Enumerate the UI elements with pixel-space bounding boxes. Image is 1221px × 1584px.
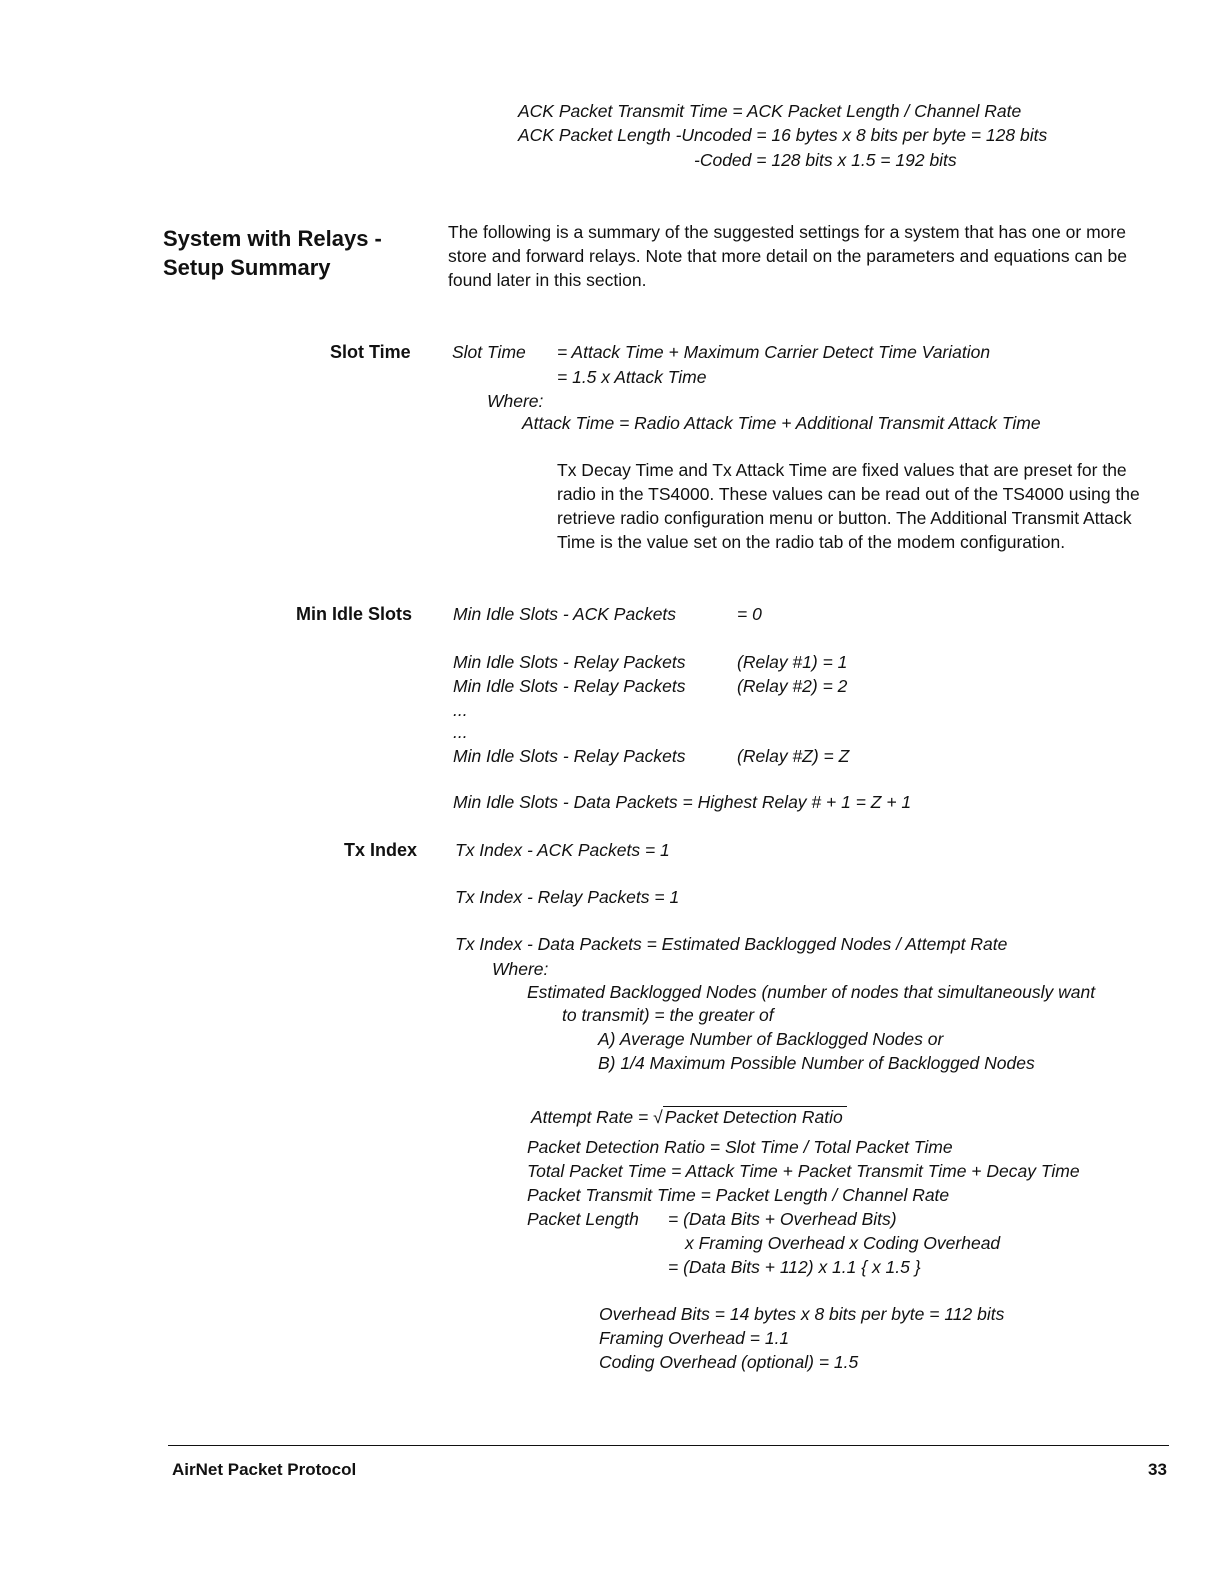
backlogged-option-a: A) Average Number of Backlogged Nodes or (598, 1029, 944, 1049)
section-heading-line2: Setup Summary (163, 255, 331, 280)
section-heading-line1: System with Relays - (163, 226, 382, 251)
packet-length-rhs: = (Data Bits + Overhead Bits) (668, 1209, 897, 1229)
section-intro: The following is a summary of the suggested settings for a system that has one or more store and forward relays. Note that more detail on the parameters and equations can be found later in this section. (448, 222, 1128, 290)
packet-detection-ratio-eq: Packet Detection Ratio = Slot Time / Total Packet Time (527, 1137, 953, 1157)
ack-length-coded-eq: -Coded = 128 bits x 1.5 = 192 bits (694, 150, 957, 170)
slot-time-eq-line2: = 1.5 x Attack Time (557, 367, 707, 387)
framing-overhead-eq: Framing Overhead = 1.1 (599, 1328, 790, 1348)
attempt-rate-lhs: Attempt Rate = (531, 1107, 654, 1127)
tx-index-label: Tx Index (344, 840, 418, 860)
tx-index-ack-eq: Tx Index - ACK Packets = 1 (455, 840, 670, 860)
slot-time-where: Where: (487, 391, 544, 411)
tx-index-where: Where: (492, 959, 549, 979)
total-packet-time-eq: Total Packet Time = Attack Time + Packet Transmit Time + Decay Time (527, 1161, 1080, 1181)
slot-time-eq-lhs: Slot Time (452, 342, 526, 362)
tx-index-relay-eq: Tx Index - Relay Packets = 1 (455, 887, 680, 907)
min-idle-ack-lhs: Min Idle Slots - ACK Packets (453, 604, 677, 624)
slot-time-eq-rhs: = Attack Time + Maximum Carrier Detect Time Variation (557, 342, 991, 362)
backlogged-option-b: B) 1/4 Maximum Possible Number of Backlogged Nodes (598, 1053, 1035, 1073)
square-root-icon: √ (653, 1107, 663, 1127)
slot-time-label: Slot Time (330, 342, 411, 362)
ack-length-uncoded-eq: ACK Packet Length -Uncoded = 16 bytes x 8 bits per byte = 128 bits (518, 125, 1048, 145)
packet-transmit-time-eq: Packet Transmit Time = Packet Length / Channel Rate (527, 1185, 950, 1205)
min-idle-slots-label: Min Idle Slots (296, 604, 413, 624)
min-idle-ellipsis-2: ... (453, 722, 468, 742)
overhead-bits-eq: Overhead Bits = 14 bytes x 8 bits per byte = 112 bits (599, 1304, 1005, 1324)
min-idle-ellipsis-1: ... (453, 700, 468, 720)
attempt-rate-eq (531, 1105, 847, 1129)
packet-length-line2: x Framing Overhead x Coding Overhead (685, 1233, 1001, 1253)
min-idle-relayz-rhs: (Relay #Z) = Z (737, 746, 850, 766)
min-idle-relayz-lhs: Min Idle Slots - Relay Packets (453, 746, 686, 766)
packet-length-line3: = (Data Bits + 112) x 1.1 { x 1.5 } (668, 1257, 921, 1277)
footer-title: AirNet Packet Protocol (172, 1460, 357, 1479)
backlogged-def-line1: Estimated Backlogged Nodes (number of nodes that simultaneously want (527, 982, 1096, 1002)
packet-length-lhs: Packet Length (527, 1209, 639, 1229)
page-number: 33 (1148, 1460, 1167, 1479)
section-heading (163, 224, 382, 282)
min-idle-relay2-lhs: Min Idle Slots - Relay Packets (453, 676, 686, 696)
min-idle-data-eq: Min Idle Slots - Data Packets = Highest Relay # + 1 = Z + 1 (453, 792, 912, 812)
coding-overhead-eq: Coding Overhead (optional) = 1.5 (599, 1352, 859, 1372)
attack-time-eq: Attack Time = Radio Attack Time + Additional Transmit Attack Time (522, 413, 1041, 433)
tx-index-data-eq: Tx Index - Data Packets = Estimated Backlogged Nodes / Attempt Rate (455, 934, 1008, 954)
square-root-radicand: Packet Detection Ratio (663, 1106, 847, 1127)
backlogged-def-line2: to transmit) = the greater of (562, 1005, 774, 1025)
min-idle-relay1-rhs: (Relay #1) = 1 (737, 652, 848, 672)
footer-rule (168, 1445, 1169, 1446)
slot-time-note: Tx Decay Time and Tx Attack Time are fixed values that are preset for the radio in the TS4000. These values can be read out of the TS4000 using the retrieve radio configuration menu or button. The Additional Transmit Attack Time is the value set on the radio tab of the modem configuration. (557, 460, 1140, 552)
ack-transmit-time-eq: ACK Packet Transmit Time = ACK Packet Length / Channel Rate (518, 101, 1022, 121)
square-root-expression (653, 1105, 847, 1129)
min-idle-relay2-rhs: (Relay #2) = 2 (737, 676, 848, 696)
min-idle-relay1-lhs: Min Idle Slots - Relay Packets (453, 652, 686, 672)
min-idle-ack-rhs: = 0 (737, 604, 762, 624)
